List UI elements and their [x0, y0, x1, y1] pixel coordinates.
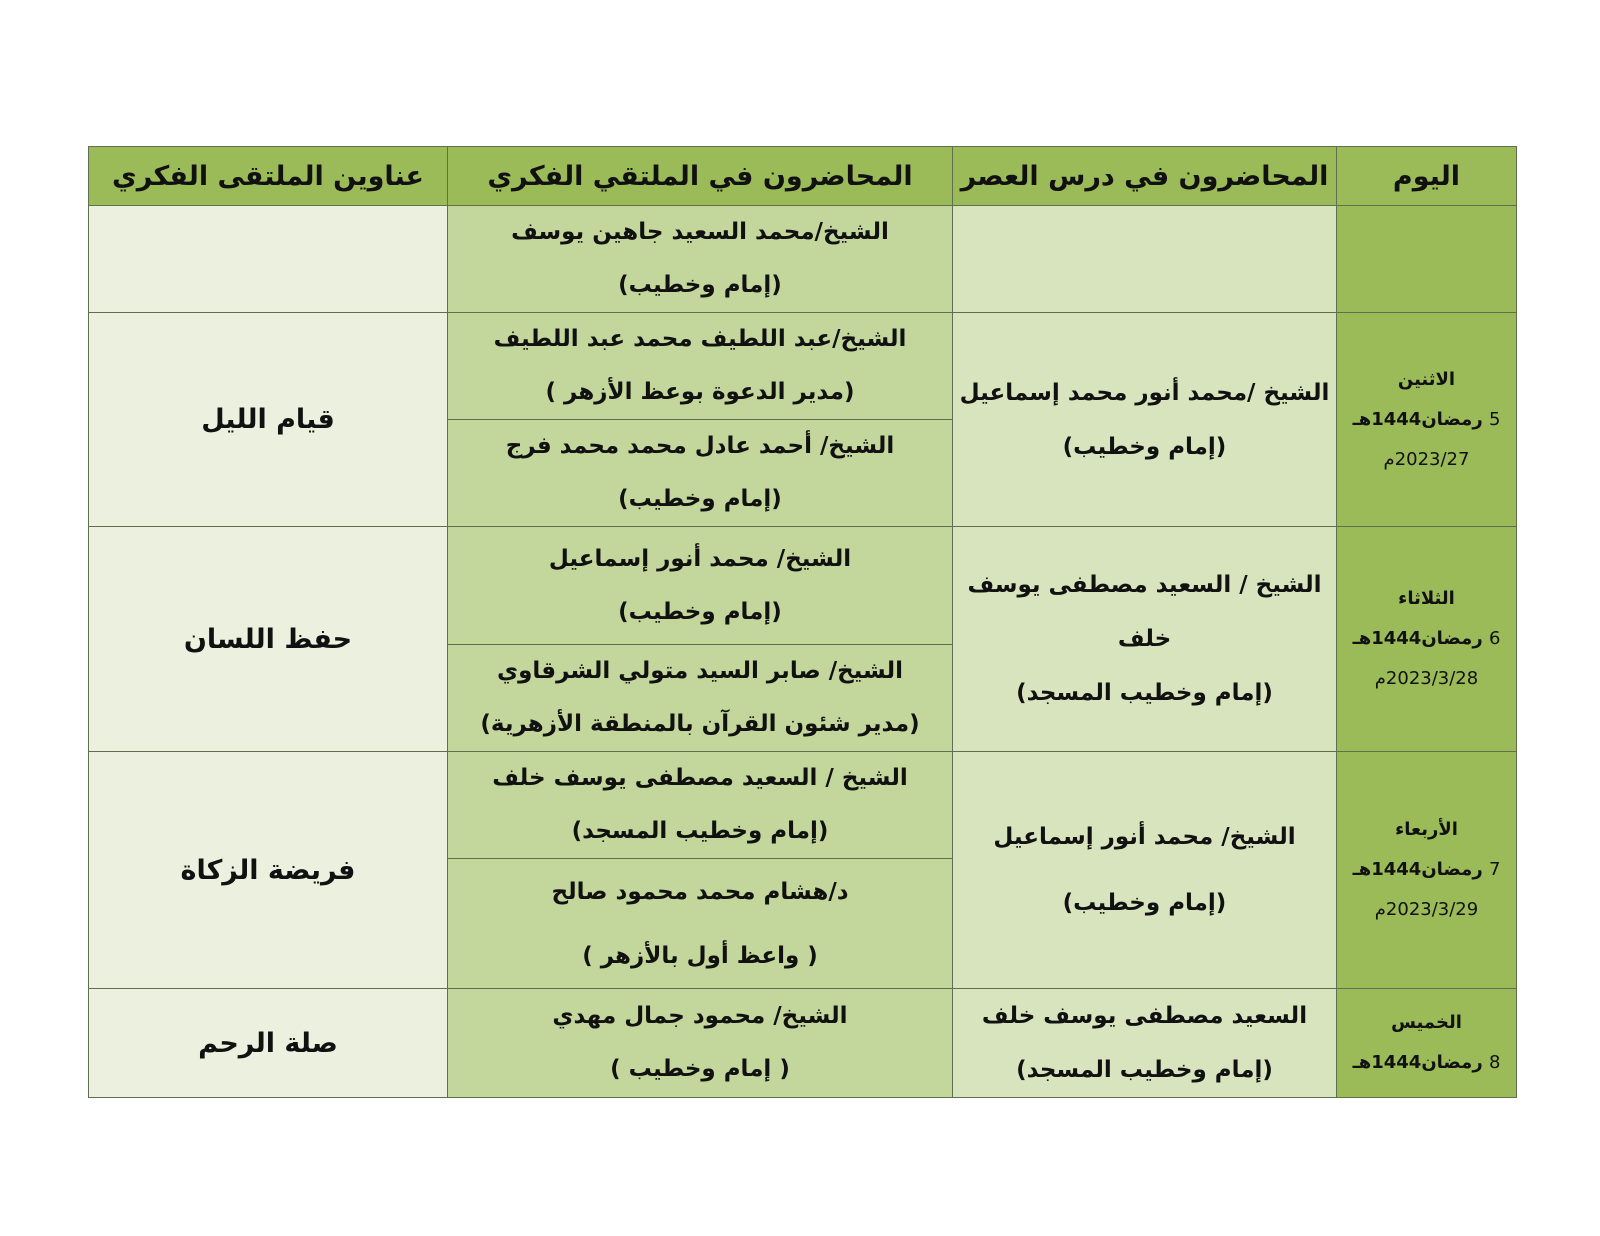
asr-lecturer-title: (إمام وخطيب المسجد)	[1016, 680, 1273, 706]
lecturer-name: الشيخ/ أحمد عادل محمد محمد فرج	[505, 433, 895, 459]
lecturer-name: الشيخ/محمد السعيد جاهين يوسف	[511, 219, 889, 245]
lecturer-cell	[448, 206, 953, 313]
topic-cell: قيام الليل	[89, 313, 448, 527]
table-row	[89, 989, 1517, 1098]
topic-cell	[89, 206, 448, 313]
schedule-sheet	[88, 146, 1516, 1098]
lecturer-title: (إمام وخطيب)	[618, 272, 782, 298]
lecturer-name: الشيخ/ صابر السيد متولي الشرقاوي	[497, 658, 903, 684]
day-cell	[1337, 527, 1517, 752]
header-day: اليوم	[1337, 147, 1517, 206]
lecturer-cell	[448, 859, 953, 989]
day-name: الخميس	[1391, 1012, 1462, 1033]
lecturer-cell	[448, 420, 953, 527]
table-row	[89, 752, 1517, 859]
asr-lecturer-name: الشيخ/ محمد أنور إسماعيل	[993, 824, 1296, 850]
header-forum-lecturers: المحاضرون في الملتقي الفكري	[448, 147, 953, 206]
hijri-date	[1337, 400, 1516, 440]
lecturer-cell	[448, 527, 953, 645]
header-asr-lecturers: المحاضرون في درس العصر	[953, 147, 1337, 206]
day-cell	[1337, 206, 1517, 313]
asr-lecturer-name: الشيخ /محمد أنور محمد إسماعيل	[959, 379, 1330, 406]
day-cell	[1337, 989, 1517, 1098]
gregorian-date: 2023/3/28م	[1374, 668, 1479, 689]
day-name: الأربعاء	[1395, 819, 1458, 840]
topic-cell: صلة الرحم	[89, 989, 448, 1098]
asr-cell	[953, 989, 1337, 1098]
lecturer-cell	[448, 313, 953, 420]
hijri-month: رمضان1444هـ	[1352, 859, 1483, 880]
asr-cell	[953, 206, 1337, 313]
table-row	[89, 313, 1517, 420]
hijri-date	[1337, 619, 1516, 659]
lecturer-name: الشيخ/ محمد أنور إسماعيل	[548, 545, 852, 572]
lecturer-title: (مدير شئون القرآن بالمنطقة الأزهرية)	[480, 711, 920, 737]
lecturer-name: الشيخ / السعيد مصطفى يوسف خلف	[492, 765, 908, 791]
day-cell	[1337, 313, 1517, 527]
table-row	[89, 206, 1517, 313]
header-row	[89, 147, 1517, 206]
day-name: الاثنين	[1397, 368, 1456, 390]
asr-cell	[953, 752, 1337, 989]
day-number: 8	[1488, 1052, 1501, 1073]
lecturer-cell	[448, 752, 953, 859]
lecturer-title: (إمام وخطيب المسجد)	[571, 818, 829, 844]
day-number: 7	[1488, 859, 1501, 880]
topic-cell: حفظ اللسان	[89, 527, 448, 752]
lecturer-title: ( واعظ أول بالأزهر )	[582, 942, 818, 969]
asr-cell	[953, 527, 1337, 752]
asr-lecturer-name: السعيد مصطفى يوسف خلف	[981, 1003, 1308, 1029]
asr-lecturer-title: (إمام وخطيب)	[1062, 890, 1227, 916]
day-cell	[1337, 752, 1517, 989]
asr-lecturer-name: الشيخ / السعيد مصطفى يوسف خلف	[967, 572, 1322, 652]
gregorian-date: 2023/3/29م	[1374, 899, 1479, 920]
asr-cell	[953, 313, 1337, 527]
lecturer-cell	[448, 989, 953, 1098]
hijri-month: رمضان1444هـ	[1352, 408, 1483, 430]
header-forum-topics: عناوين الملتقى الفكري	[89, 147, 448, 206]
lecturer-title: ( إمام وخطيب )	[610, 1056, 790, 1082]
day-number: 6	[1488, 628, 1501, 649]
lecturer-title: (إمام وخطيب)	[618, 486, 782, 512]
hijri-month: رمضان1444هـ	[1352, 1052, 1483, 1073]
lecturer-title: (مدير الدعوة بوعظ الأزهر )	[545, 379, 855, 405]
hijri-date	[1337, 850, 1516, 890]
lecturer-name: الشيخ/عبد اللطيف محمد عبد اللطيف	[493, 326, 907, 352]
asr-lecturer-title: (إمام وخطيب)	[1062, 433, 1227, 460]
lecturer-cell	[448, 645, 953, 752]
topic-cell: فريضة الزكاة	[89, 752, 448, 989]
schedule-table	[88, 146, 1517, 1098]
gregorian-date: 2023/27م	[1383, 448, 1470, 470]
day-name: الثلاثاء	[1398, 588, 1455, 609]
hijri-month: رمضان1444هـ	[1352, 628, 1483, 649]
lecturer-name: د/هشام محمد محمود صالح	[551, 878, 849, 905]
table-row	[89, 527, 1517, 645]
day-number: 5	[1488, 408, 1501, 430]
lecturer-name: الشيخ/ محمود جمال مهدي	[552, 1003, 848, 1029]
hijri-date	[1337, 1043, 1516, 1083]
lecturer-title: (إمام وخطيب)	[618, 598, 782, 625]
asr-lecturer-title: (إمام وخطيب المسجد)	[1016, 1057, 1273, 1083]
